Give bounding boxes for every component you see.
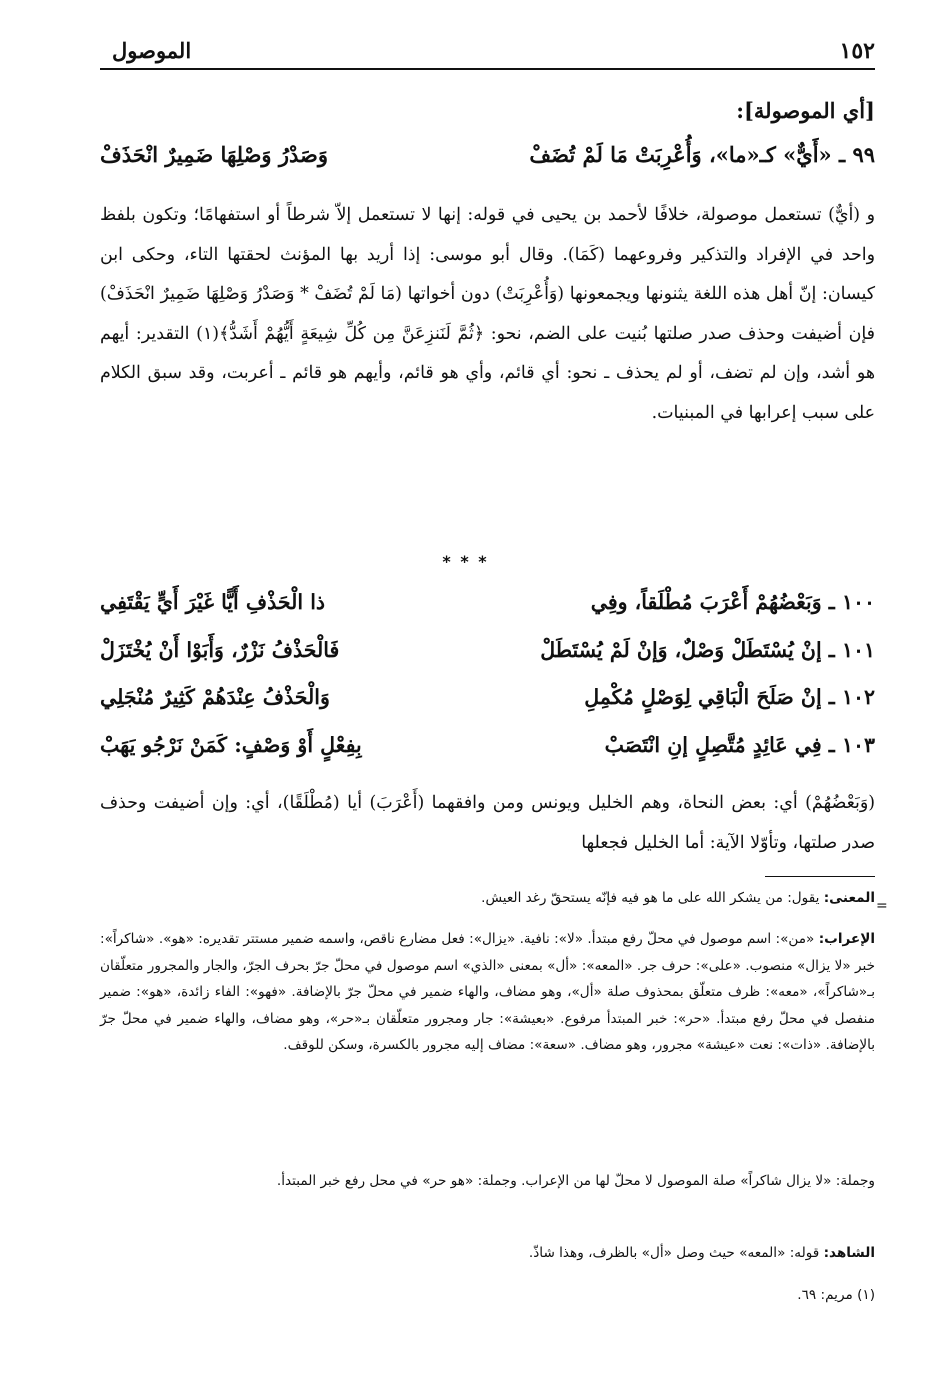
reference-text: (١) مريم: ٦٩. [797, 1287, 875, 1303]
footnote-divider [765, 876, 875, 877]
footnote-sentences [100, 1168, 875, 1195]
commentary-paragraph [100, 784, 875, 863]
verse-second-hemistich: وَالْحَذْفُ عِنْدَهُمْ كَثِيرٌ مُنْجَلِي [100, 685, 330, 709]
verse-second-hemistich: وَصَدْرُ وَصْلِهَا ضَمِيرٌ انْحَذَفْ [100, 142, 328, 167]
page-header [100, 38, 875, 70]
verse-first-hemistich: ١٠١ ـ إنْ يُسْتَطَلْ وَصْلٌ، وَإنْ لَمْ يُسْتَطَلْ [540, 637, 875, 662]
running-title: الموصول [108, 38, 195, 63]
verse-second-hemistich: ذا الْحَذْفِ أَيًّا غَيْرَ أَيٍّ يَقْتَفِي [100, 590, 326, 614]
footnote-shahid [100, 1240, 875, 1267]
verse-first-hemistich: ٩٩ ـ «أَيٌّ» كـ«ما»، وَأُعْرِبَتْ مَا لَمْ تُضَفْ [529, 142, 875, 167]
commentary-paragraph [100, 196, 875, 433]
verse-second-hemistich: بِفِعْلٍ أَوْ وَصْفٍ: كَمَنْ نَرْجُو يَهَبْ [100, 732, 362, 757]
irab-label: الإعراب: [818, 931, 875, 947]
page-number: ١٥٢ [839, 38, 875, 64]
section-title: [أي الموصولة]: [736, 98, 875, 123]
commentary-text: و (أيٌّ) تستعمل موصولة، خلافًا لأحمد بن يحيى في قوله: إنها لا تستعمل إلاّ شرطاً أو استفهامًا؛ وتكون بلفظ واحد في الإفراد والتذكير وفروعهما (كَمَا). وقال أبو موسى: إذا أريد بها المؤنث لحقتها التاء، وحكى ابن كيسان: إنّ أهل هذه اللغة يثنونها ويجمعونها (وَأُعْرِبَتْ) دون أخواتها (مَا لَمْ تُضَفْ * وَصَدْرُ وَصْلِهَا ضَمِيرٌ انْحَذَفْ) فإن أضيفت وحذف صدر صلتها بُنيت على الضم، نحو: ﴿ثُمَّ لَنَنزِعَنَّ مِن كُلِّ شِيعَةٍ أَيُّهُمْ أَشَدُّ﴾(١) التقدير: أيهم هو أشد، وإن لم تضف، أو لم يحذف ـ نحو: أي قائم، وأي هو قائم، وأيهم هو قائم ـ أعربت، وقد سبق الكلام على سبب إعرابها في المبنيات. [100, 205, 875, 423]
verse-line [100, 590, 875, 638]
verse-line [100, 733, 875, 781]
shahid-label: الشاهد: [823, 1245, 875, 1261]
footnote-irab [100, 926, 875, 1059]
meaning-text: يقول: من يشكر الله على ما هو فيه فإنّه يستحقّ رغد العيش. [481, 890, 820, 906]
verse-first-hemistich: ١٠٢ ـ إنْ صَلَحَ الْبَاقِي لِوَصْلٍ مُكْمِلِ [584, 685, 875, 709]
section-separator: * * * [442, 552, 489, 571]
footnote-meaning [100, 885, 875, 912]
footnote-reference [100, 1282, 875, 1309]
verse-99 [100, 142, 875, 178]
verse-second-hemistich: فَالْحَذْفُ نَزْرٌ، وَأَبَوْا أَنْ يُخْتَزَلْ [100, 637, 340, 662]
shahid-text: قوله: «المعه» حيث وصل «أل» بالظرف، وهذا شاذّ. [528, 1245, 820, 1261]
verse-block [100, 590, 875, 780]
sentences-text: وجملة: «لا يزال شاكراً» صلة الموصول لا محلّ لها من الإعراب. وجملة: «هو حر» في محل رفع خبر المبتدأ. [276, 1173, 875, 1189]
irab-text: «من»: اسم موصول في محلّ رفع مبتدأ. «لا»: نافية. «يزال»: فعل مضارع ناقص، واسمه ضمير مستتر تقديره: «هو». «شاكراً»: خبر «لا يزال» منصوب. «على»: حرف جر. «المعه»: «أل» بمعنى «الذي» اسم موصول في محلّ جرّ بحرف الجرّ، والجار والمجرور متعلّقان بـ«شاكراً»، «معه»: ظرف متعلّق بمحذوف صلة «أل»، وهو مضاف، والهاء ضمير في محلّ جرّ بالإضافة. «فهو»: الفاء زائدة، «هو»: ضمير منفصل في محلّ رفع مبتدأ. «حر»: خبر المبتدأ مرفوع. «بعيشة»: جار ومجرور متعلّقان بـ«حر»، وهو مضاف، والهاء ضمير في محلّ جرّ بالإضافة. «ذات»: نعت «عيشة» مجرور، وهو مضاف. «سعة»: مضاف إليه مجرور بالكسرة، وسكن للوقف. [100, 931, 875, 1054]
verse-line [100, 685, 875, 733]
commentary-text: (وَبَعْضُهُمْ) أي: بعض النحاة، وهم الخليل ويونس ومن وافقهما (أَعْرَبَ) أيا (مُطْلَقًا)، أي: وإن أضيفت وحذف صدر صلتها، وتأوّلا الآية: أما الخليل فجعلها [100, 793, 875, 853]
verse-line [100, 638, 875, 686]
meaning-label: المعنى: [823, 890, 875, 906]
verse-first-hemistich: ١٠٣ ـ فِي عَائِدٍ مُتَّصِلٍ إنِ انْتَصَبْ [604, 732, 875, 757]
continuation-mark: = [876, 898, 888, 914]
verse-first-hemistich: ١٠٠ ـ وَبَعْضُهُمْ أَعْرَبَ مُطْلَقاً، وفِي [590, 590, 875, 614]
